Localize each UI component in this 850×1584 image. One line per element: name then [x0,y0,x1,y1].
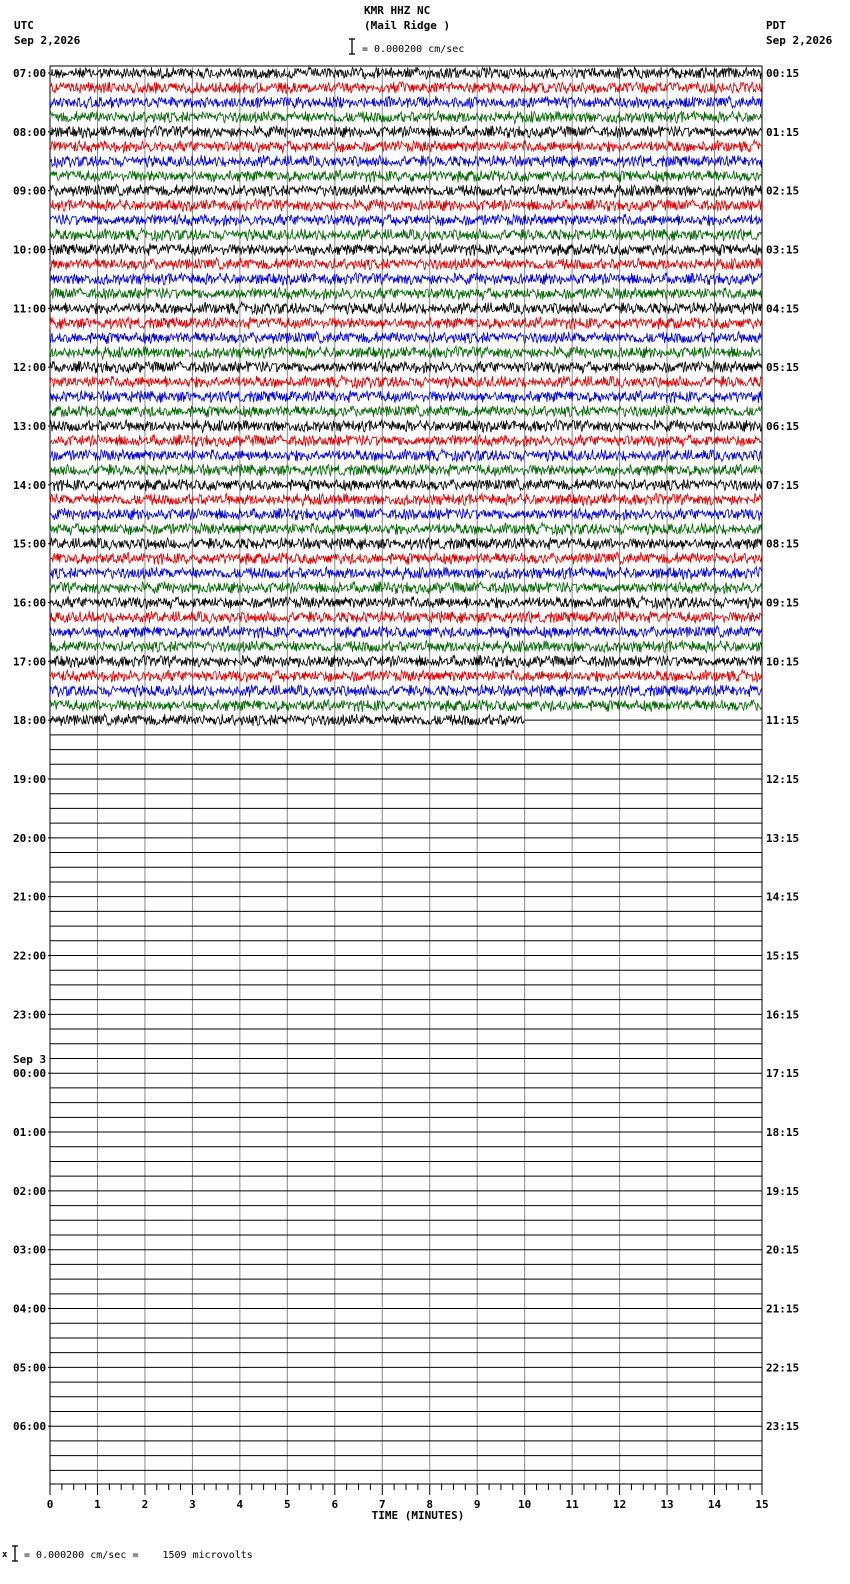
seismic-trace-row-7 [50,170,762,182]
utc-hour-label: 19:00 [13,773,47,787]
seismic-trace-row-4 [50,125,762,138]
seismic-trace-row-19 [50,346,762,359]
x-tick-label: 3 [189,1498,196,1511]
seismic-trace-row-12 [50,244,762,256]
x-tick-label: 4 [236,1498,244,1511]
pdt-hour-label: 10:15 [766,655,800,669]
seismic-trace-row-1 [50,82,762,94]
pdt-hour-label: 16:15 [766,1008,800,1022]
utc-hour-label: 21:00 [13,890,47,904]
pdt-hour-label: 07:15 [766,478,800,492]
seismic-trace-row-18 [50,332,762,345]
utc-hour-label: 00:00 [13,1067,47,1081]
seismic-trace-row-28 [50,479,762,492]
utc-hour-label: 16:00 [13,596,47,610]
seismic-trace-row-13 [50,258,762,271]
pdt-hour-label: 14:15 [766,890,800,904]
utc-hour-label: 06:00 [13,1420,47,1434]
left-date: Sep 2,2026 [14,34,81,47]
utc-hour-label: 23:00 [13,1008,47,1022]
date-change-label: Sep 3 [13,1053,47,1067]
seismic-trace-row-31 [50,523,762,536]
right-timezone: PDT [766,19,786,32]
utc-hour-label: 04:00 [13,1302,47,1316]
pdt-hour-label: 19:15 [766,1184,800,1198]
pdt-hour-label: 03:15 [766,243,800,257]
utc-hour-label: 12:00 [13,361,47,375]
x-tick-label: 2 [141,1498,149,1511]
footer-arrow-mark: x [2,1550,8,1560]
seismic-trace-row-21 [50,376,762,389]
seismic-trace-row-6 [50,155,762,168]
seismic-trace-row-38 [50,626,762,639]
utc-hour-label: 13:00 [13,420,47,434]
seismic-trace-row-40 [50,655,762,668]
seismic-trace-row-25 [50,435,762,448]
pdt-hour-label: 06:15 [766,420,800,434]
seismic-trace-row-33 [50,552,762,565]
pdt-hour-label: 17:15 [766,1067,800,1081]
utc-hour-label: 07:00 [13,67,47,80]
x-tick-label: 9 [473,1498,481,1511]
left-timezone: UTC [14,19,34,32]
scale-text: = 0.000200 cm/sec [362,44,465,55]
pdt-hour-label: 18:15 [766,1126,800,1140]
station-title: KMR HHZ NC [364,4,431,17]
pdt-hour-label: 11:15 [766,714,800,728]
pdt-hour-label: 01:15 [766,125,800,139]
utc-hour-label: 03:00 [13,1243,47,1257]
seismic-trace-row-34 [50,567,762,580]
x-tick-label: 10 [518,1498,532,1511]
x-tick-label: 15 [755,1498,769,1511]
x-tick-label: 5 [284,1498,291,1511]
footer-scale-text: = 0.000200 cm/sec = 1509 microvolts [24,1550,253,1561]
utc-hour-label: 05:00 [13,1361,47,1375]
seismic-trace-row-9 [50,199,762,212]
utc-hour-label: 14:00 [13,478,47,492]
seismic-trace-row-16 [50,302,762,315]
x-axis-label: TIME (MINUTES) [371,1509,465,1522]
seismic-trace-row-37 [50,611,762,623]
x-tick-label: 13 [660,1498,674,1511]
seismic-trace-row-10 [50,214,762,227]
seismic-trace-row-24 [50,420,762,433]
pdt-hour-label: 04:15 [766,302,800,316]
utc-hour-label: 10:00 [13,243,47,257]
pdt-hour-label: 00:15 [766,67,800,80]
x-tick-label: 6 [331,1498,339,1511]
seismic-trace-row-30 [50,508,762,521]
x-tick-label: 11 [565,1498,579,1511]
pdt-hour-label: 13:15 [766,831,800,845]
utc-hour-label: 17:00 [13,655,47,669]
x-tick-label: 8 [426,1498,434,1511]
utc-hour-label: 02:00 [13,1184,47,1198]
station-location: (Mail Ridge ) [364,19,451,32]
pdt-hour-label: 23:15 [766,1420,800,1434]
seismic-trace-row-26 [50,449,762,462]
pdt-hour-label: 05:15 [766,361,800,375]
x-tick-label: 0 [46,1498,54,1511]
seismic-trace-row-42 [50,685,762,698]
seismic-trace-row-2 [50,96,762,109]
pdt-hour-label: 21:15 [766,1302,800,1316]
seismic-trace-row-43 [50,700,762,712]
seismic-trace-row-27 [50,464,762,476]
utc-hour-label: 15:00 [13,537,47,551]
footer-scale-bar-icon [9,1545,21,1563]
pdt-hour-label: 22:15 [766,1361,800,1375]
utc-hour-label: 01:00 [13,1126,47,1140]
x-tick-label: 14 [707,1498,722,1511]
seismic-trace-row-14 [50,273,762,286]
utc-hour-label: 09:00 [13,184,47,198]
seismic-trace-row-17 [50,317,762,329]
seismic-trace-row-11 [50,228,762,241]
pdt-hour-label: 09:15 [766,596,800,610]
seismic-trace-row-29 [50,493,762,506]
utc-hour-label: 18:00 [13,714,47,728]
utc-hour-label: 22:00 [13,949,47,963]
seismic-trace-row-39 [50,641,762,654]
seismic-trace-row-0 [50,67,762,79]
seismic-trace-row-41 [50,670,762,683]
x-tick-label: 7 [378,1498,386,1511]
seismic-trace-row-8 [50,185,762,198]
x-tick-label: 1 [94,1498,101,1511]
pdt-hour-label: 08:15 [766,537,800,551]
seismic-trace-row-36 [50,596,762,609]
pdt-hour-label: 15:15 [766,949,800,963]
utc-hour-label: 20:00 [13,831,47,845]
seismic-trace-row-23 [50,405,762,417]
seismic-trace-row-15 [50,288,762,301]
utc-hour-label: 08:00 [13,125,47,139]
pdt-hour-label: 20:15 [766,1243,800,1257]
seismic-trace-row-32 [50,538,762,551]
pdt-hour-label: 12:15 [766,773,800,787]
seismic-trace-row-22 [50,390,762,403]
seismic-trace-row-3 [50,111,762,124]
right-date: Sep 2,2026 [766,34,833,47]
pdt-hour-label: 02:15 [766,184,800,198]
seismic-trace-row-35 [50,581,762,594]
x-tick-label: 12 [612,1498,627,1511]
seismic-trace-row-20 [50,361,762,374]
utc-hour-label: 11:00 [13,302,47,316]
seismic-trace-row-5 [50,140,762,153]
